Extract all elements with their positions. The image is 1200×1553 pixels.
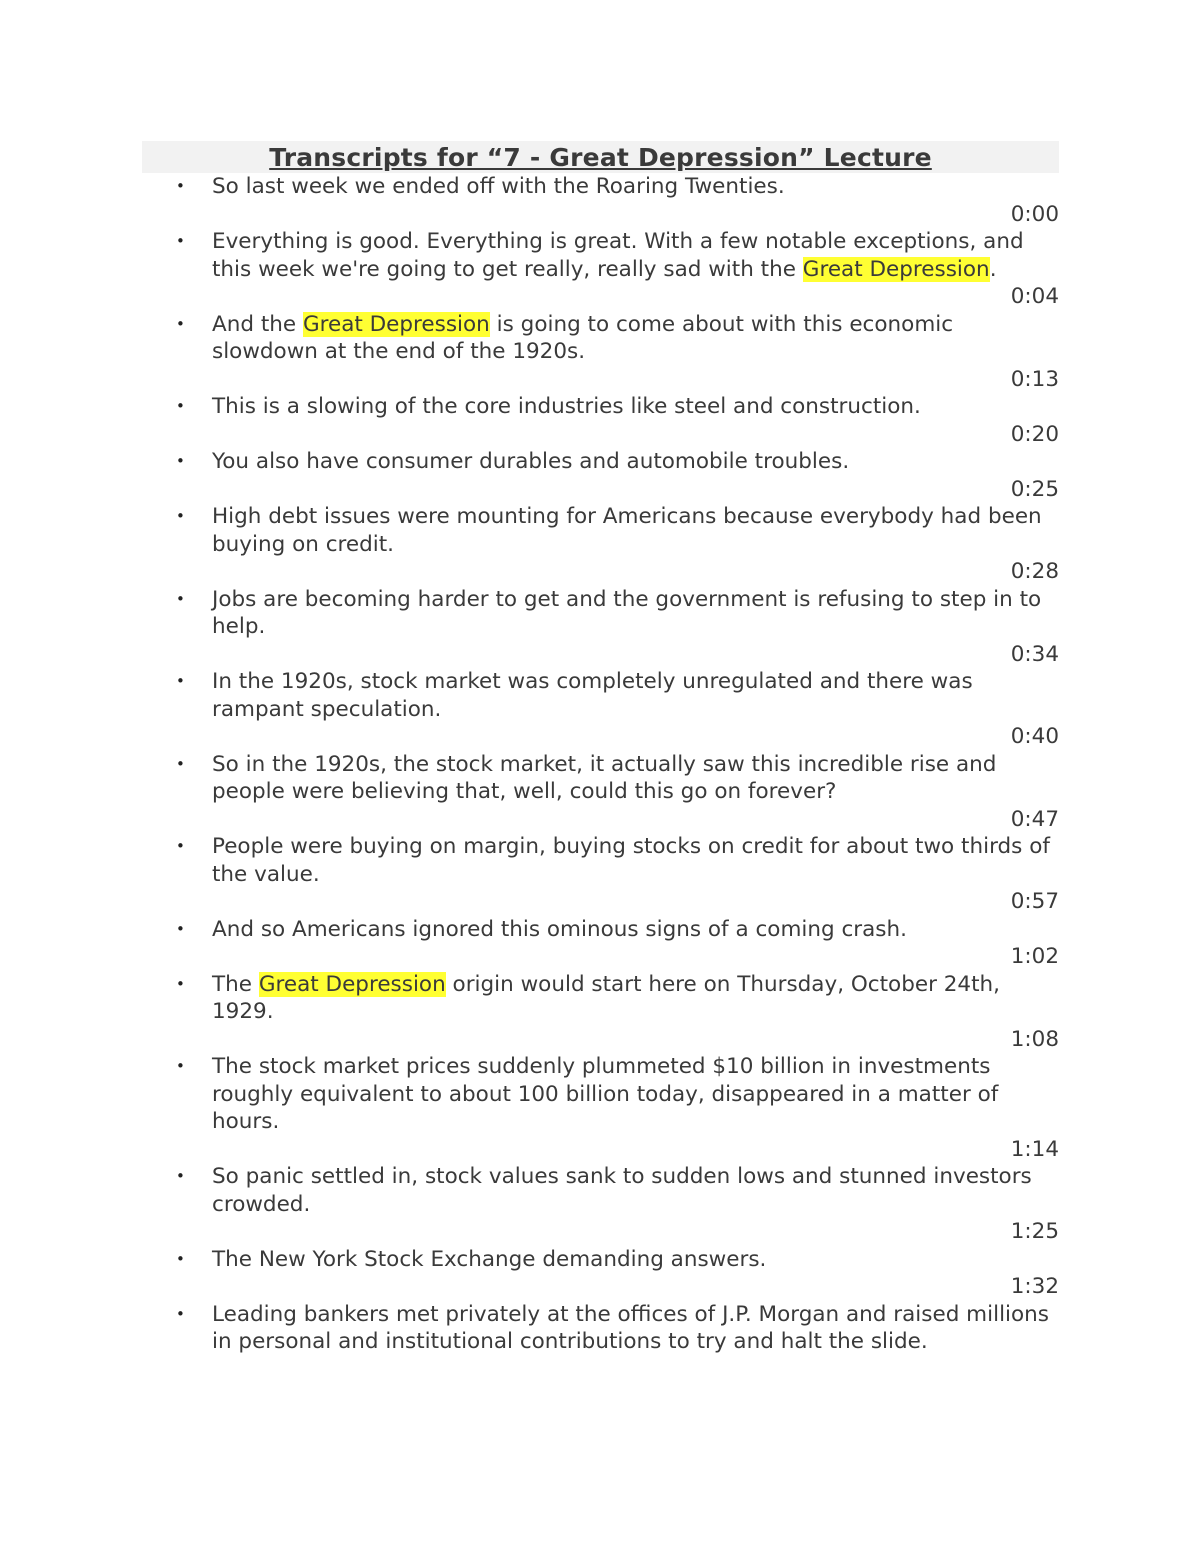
- transcript-entry: [142, 1246, 1059, 1301]
- entry-text: [212, 916, 1059, 944]
- document-page: [142, 141, 1059, 1356]
- timestamp: 0:57: [1010, 889, 1059, 914]
- timestamp: 1:14: [1010, 1136, 1059, 1162]
- text-segment: So last week we ended off with the Roaring Twenties.: [212, 174, 785, 199]
- text-segment: Everything is good. Everything is great. With a few notable exceptions, and this week we're going to get really, really sad with the: [212, 229, 1024, 282]
- text-segment: The: [212, 971, 259, 997]
- bullet-icon: •: [176, 754, 185, 773]
- transcript-entry: [142, 311, 1059, 394]
- text-segment: is going to come about with this economic slowdown at the end of the 1920s.: [212, 311, 954, 364]
- transcript-entry: [142, 1163, 1059, 1246]
- timestamp: 1:25: [1010, 1219, 1059, 1244]
- entry-text: [212, 751, 1059, 806]
- bullet-icon: •: [176, 177, 185, 195]
- text-segment: And the: [212, 311, 303, 337]
- text-segment: You also have consumer durables and automobile troubles.: [212, 449, 850, 474]
- entry-text: [212, 503, 1059, 558]
- highlighted-phrase: Great Depression: [258, 971, 446, 997]
- timestamp: 1:32: [1010, 1274, 1059, 1299]
- text-segment: The stock market prices suddenly plummeted $10 billion in investments roughly equivalent to about 100 billion today, disappeared in a matter of hours.: [212, 1054, 999, 1134]
- entry-text: [212, 448, 1059, 476]
- text-segment: Leading bankers met privately at the offices of J.P. Morgan and raised millions in personal and institutional contributions to try and halt the slide.: [212, 1301, 1049, 1354]
- transcript-entry: [142, 173, 1059, 228]
- highlighted-phrase: Great Depression: [802, 256, 990, 282]
- bullet-icon: •: [176, 974, 185, 993]
- transcript-entry: [142, 916, 1059, 971]
- transcript-entry: [142, 833, 1059, 916]
- bullet-icon: •: [176, 589, 185, 608]
- timestamp: 0:04: [1010, 284, 1059, 309]
- bullet-icon: •: [176, 1304, 185, 1323]
- timestamp: 0:28: [1010, 559, 1059, 584]
- bullet-icon: •: [176, 1249, 185, 1268]
- transcript-entry: [142, 751, 1059, 834]
- text-segment: People were buying on margin, buying stocks on credit for about two thirds of the value.: [212, 834, 1050, 887]
- text-segment: Jobs are becoming harder to get and the government is refusing to step in to help.: [212, 586, 1042, 639]
- text-segment: And so Americans ignored this ominous signs of a coming crash.: [212, 916, 907, 942]
- transcript-entry: [142, 1301, 1059, 1356]
- entry-text: [212, 311, 1059, 366]
- text-segment: In the 1920s, stock market was completely unregulated and there was rampant speculation.: [212, 669, 973, 722]
- transcript-entry: [142, 228, 1059, 311]
- transcript-entry: [142, 586, 1059, 669]
- transcript-list: [142, 173, 1059, 1356]
- transcript-entry: [142, 1053, 1059, 1163]
- bullet-icon: •: [176, 919, 185, 938]
- bullet-icon: •: [176, 1057, 185, 1075]
- timestamp: 0:40: [1010, 724, 1059, 749]
- timestamp: 1:08: [1010, 1026, 1059, 1052]
- bullet-icon: •: [176, 672, 185, 690]
- entry-text: [212, 833, 1059, 888]
- text-segment: .: [989, 256, 997, 282]
- timestamp: 0:20: [1010, 421, 1059, 447]
- transcript-entry: [142, 393, 1059, 448]
- highlighted-phrase: Great Depression: [302, 311, 490, 337]
- text-segment: High debt issues were mounting for Americans because everybody had been buying on credit.: [212, 504, 1042, 557]
- transcript-entry: [142, 503, 1059, 586]
- text-segment: origin would start here on Thursday, October 24th, 1929.: [212, 971, 1000, 1024]
- timestamp: 0:25: [1010, 476, 1059, 502]
- entry-text: [212, 1163, 1059, 1218]
- entry-text: [212, 173, 1059, 201]
- timestamp: 1:02: [1010, 944, 1059, 969]
- entry-text: [212, 393, 1059, 421]
- entry-text: [212, 668, 1059, 723]
- bullet-icon: •: [176, 1167, 185, 1185]
- bullet-icon: •: [176, 314, 185, 333]
- text-segment: This is a slowing of the core industries like steel and construction.: [212, 394, 921, 419]
- bullet-icon: •: [176, 232, 185, 250]
- bullet-icon: •: [176, 507, 185, 525]
- text-segment: So in the 1920s, the stock market, it actually saw this incredible rise and people were believing that, well, could this go on forever?: [212, 751, 997, 804]
- bullet-icon: •: [176, 452, 185, 470]
- timestamp: 0:00: [1010, 201, 1059, 227]
- entry-text: [212, 1246, 1059, 1274]
- timestamp: 0:47: [1010, 806, 1059, 832]
- timestamp: 0:13: [1010, 366, 1059, 392]
- text-segment: So panic settled in, stock values sank to sudden lows and stunned investors crowded.: [212, 1164, 1032, 1217]
- entry-text: [212, 586, 1059, 641]
- entry-text: [212, 228, 1059, 283]
- timestamp: 0:34: [1010, 641, 1059, 667]
- text-segment: The New York Stock Exchange demanding answers.: [212, 1246, 767, 1272]
- entry-text: [212, 1301, 1059, 1356]
- bullet-icon: •: [176, 397, 185, 415]
- transcript-entry: [142, 971, 1059, 1054]
- transcript-entry: [142, 448, 1059, 503]
- title-bar: [142, 141, 1059, 173]
- entry-text: [212, 971, 1059, 1026]
- transcript-entry: [142, 668, 1059, 751]
- bullet-icon: •: [176, 837, 185, 855]
- document-title: Transcripts for “7 - Great Depression” Lecture: [269, 143, 932, 172]
- entry-text: [212, 1053, 1059, 1136]
